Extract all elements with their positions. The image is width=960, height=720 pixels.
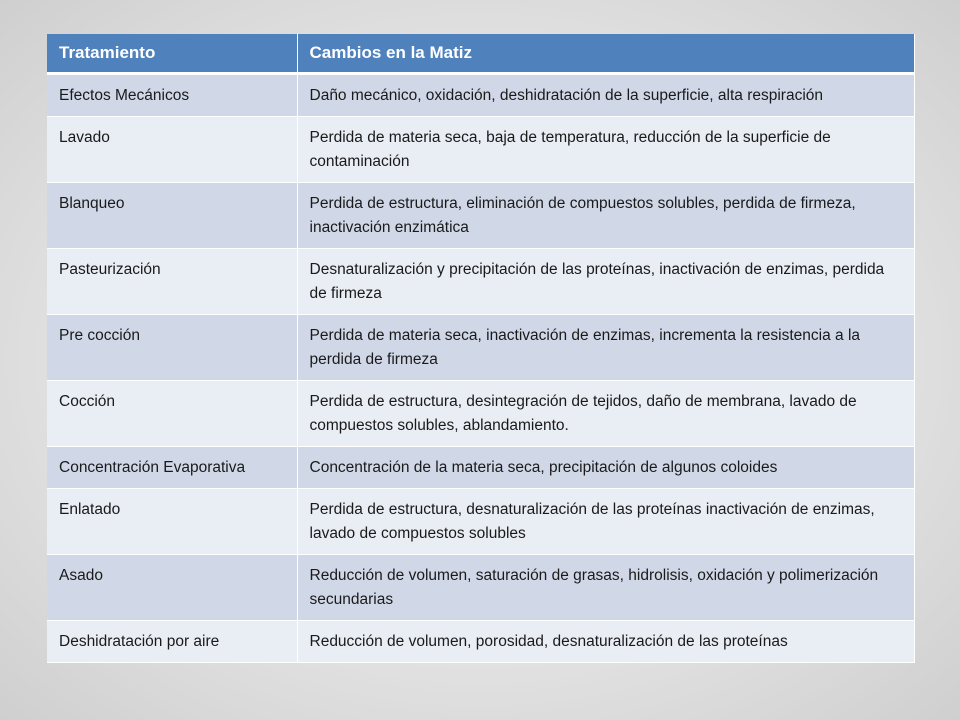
treatment-table	[47, 34, 915, 663]
changes-cell: Daño mecánico, oxidación, deshidratación de la superficie, alta respiración	[297, 74, 914, 117]
changes-cell: Reducción de volumen, saturación de grasas, hidrolisis, oxidación y polimerización secundarias	[297, 555, 914, 621]
changes-cell: Reducción de volumen, porosidad, desnaturalización de las proteínas	[297, 621, 914, 663]
table-row	[47, 489, 914, 555]
treatment-cell: Enlatado	[47, 489, 297, 555]
changes-cell: Perdida de estructura, desintegración de tejidos, daño de membrana, lavado de compuestos solubles, ablandamiento.	[297, 381, 914, 447]
table-row	[47, 555, 914, 621]
treatment-cell: Pasteurización	[47, 249, 297, 315]
changes-cell: Perdida de materia seca, baja de temperatura, reducción de la superficie de contaminación	[297, 117, 914, 183]
table-row	[47, 74, 914, 117]
changes-cell: Perdida de estructura, desnaturalización de las proteínas inactivación de enzimas, lavado de compuestos solubles	[297, 489, 914, 555]
treatment-cell: Blanqueo	[47, 183, 297, 249]
treatment-cell: Lavado	[47, 117, 297, 183]
changes-cell: Perdida de materia seca, inactivación de enzimas, incrementa la resistencia a la perdida de firmeza	[297, 315, 914, 381]
treatment-cell: Cocción	[47, 381, 297, 447]
treatment-cell: Concentración Evaporativa	[47, 447, 297, 489]
treatment-cell: Asado	[47, 555, 297, 621]
treatment-cell: Deshidratación por aire	[47, 621, 297, 663]
table-row	[47, 447, 914, 489]
table-header-row	[47, 34, 914, 74]
table-row	[47, 249, 914, 315]
treatment-cell: Efectos Mecánicos	[47, 74, 297, 117]
table-row	[47, 117, 914, 183]
changes-cell: Desnaturalización y precipitación de las proteínas, inactivación de enzimas, perdida de firmeza	[297, 249, 914, 315]
changes-cell: Perdida de estructura, eliminación de compuestos solubles, perdida de firmeza, inactivación enzimática	[297, 183, 914, 249]
treatment-cell: Pre cocción	[47, 315, 297, 381]
header-treatment: Tratamiento	[47, 34, 297, 74]
header-changes: Cambios en la Matiz	[297, 34, 914, 74]
changes-cell: Concentración de la materia seca, precipitación de algunos coloides	[297, 447, 914, 489]
table-row	[47, 183, 914, 249]
table-row	[47, 621, 914, 663]
table-row	[47, 381, 914, 447]
table-row	[47, 315, 914, 381]
